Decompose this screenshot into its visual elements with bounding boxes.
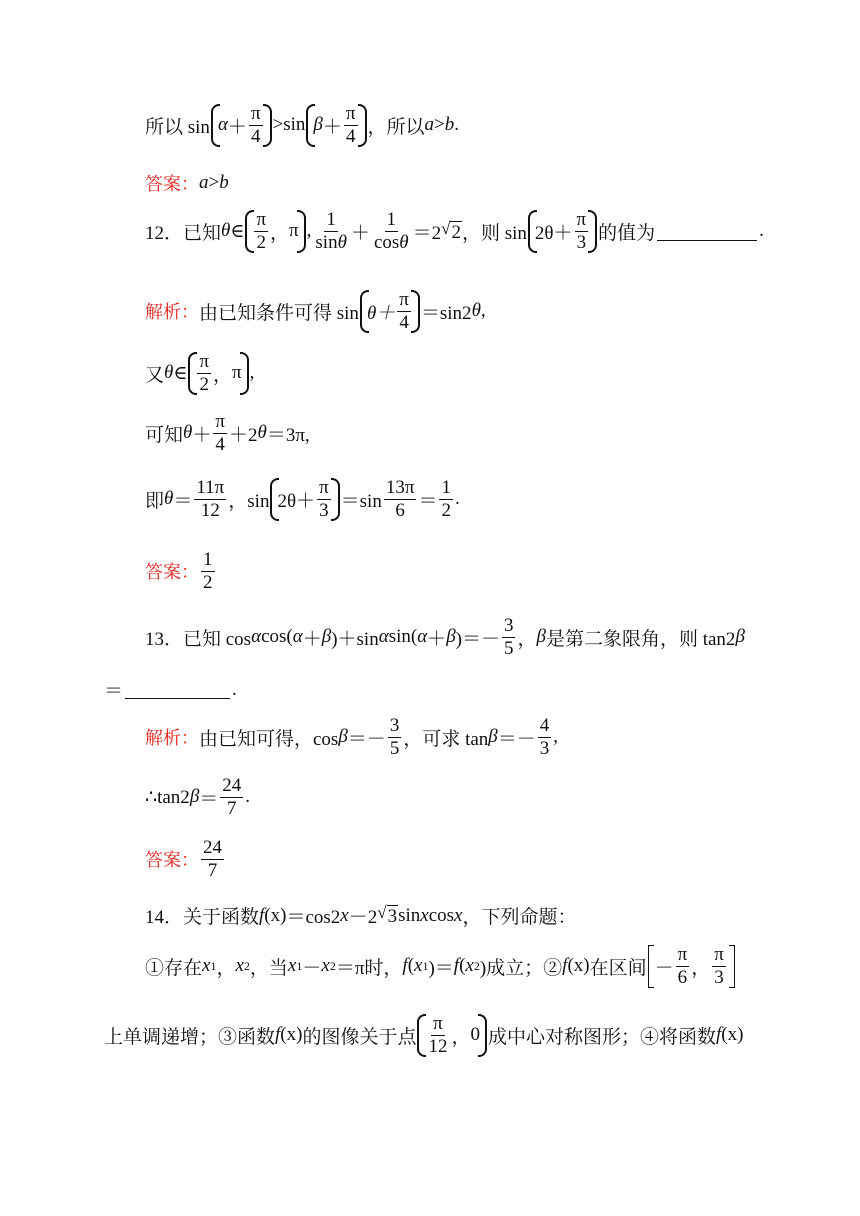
question-13-blank (104, 676, 237, 703)
denominator: 3 (576, 231, 587, 253)
closed-interval (648, 945, 735, 988)
fraction (344, 104, 358, 147)
text: ＝ (104, 681, 124, 702)
parenthesis-group (211, 104, 272, 147)
text: ＝ (418, 490, 438, 512)
analysis-line (145, 478, 460, 521)
answer-label: 答案： (145, 850, 199, 872)
fraction (575, 210, 589, 253)
subscript: 2 (329, 958, 336, 973)
var-a: a (424, 114, 435, 136)
question-number: 13．已知 cos (145, 628, 252, 650)
text: 的图像关于点 (302, 1026, 417, 1048)
numerator: 1 (326, 209, 336, 230)
denominator (372, 232, 411, 253)
x: x (287, 955, 297, 977)
var-a: a (199, 172, 209, 193)
analysis-line (145, 290, 486, 333)
denominator: 6 (395, 499, 405, 521)
text: sin (398, 904, 421, 926)
analysis-line (145, 776, 250, 819)
fraction (712, 945, 726, 988)
numerator: π (215, 411, 225, 432)
parenthesis-group (270, 478, 339, 521)
fraction (197, 352, 211, 395)
text: cos (373, 231, 400, 253)
fraction (213, 412, 227, 455)
square-root (441, 219, 462, 244)
subscript: 1 (296, 958, 303, 973)
f: f (453, 955, 460, 977)
text: . (454, 114, 459, 136)
alpha: α (251, 626, 262, 648)
f: f (562, 955, 568, 977)
text: ，下列命题： (462, 907, 577, 928)
theta: θ (183, 422, 193, 444)
text: ， (691, 957, 711, 979)
text: sin( (388, 626, 418, 648)
text: ＝3π, (266, 424, 310, 446)
text: 由已知条件可得 sin (199, 302, 359, 324)
text: . (245, 786, 251, 808)
denominator: 12 (428, 1035, 448, 1057)
interval (245, 210, 305, 253)
denominator: 4 (250, 125, 261, 147)
text: . (454, 488, 460, 510)
x: x (340, 904, 349, 926)
numerator: 1 (203, 549, 213, 570)
plus: ＋ (302, 628, 322, 650)
beta: β (189, 786, 200, 808)
text: . (759, 220, 764, 242)
text: ，sin (228, 490, 270, 512)
denominator: 2 (441, 499, 451, 521)
text: ， (213, 364, 233, 386)
text: (x) (721, 1024, 744, 1046)
x: x (235, 955, 244, 977)
text: ＝sin (340, 490, 382, 512)
fraction (249, 104, 263, 147)
answer-blank[interactable] (657, 222, 757, 241)
f: f (402, 955, 408, 977)
text: 成中心对称图形；④将函数 (487, 1026, 716, 1048)
subscript: 2 (473, 958, 480, 973)
denominator: 2 (203, 571, 213, 593)
text: cos( (261, 626, 293, 648)
text: 上单调递增；③函数 (104, 1026, 276, 1048)
alpha: α (417, 626, 428, 648)
denominator: 4 (345, 125, 356, 147)
theta: θ (471, 300, 481, 322)
fraction (384, 478, 417, 521)
text: > (208, 172, 220, 193)
theta: θ (257, 422, 267, 444)
fraction (502, 616, 516, 659)
text: ，可求 tan (403, 728, 489, 750)
text: ，所以 (367, 116, 425, 138)
text: 由已知可得，cos (199, 728, 339, 750)
x: x (202, 955, 211, 977)
parenthesis-group (306, 104, 366, 147)
text: 0 (470, 1024, 480, 1046)
denominator: 7 (207, 859, 218, 881)
alpha: α (378, 626, 389, 648)
text: )成立；② (479, 957, 563, 979)
interval (188, 352, 248, 395)
x: x (454, 904, 463, 926)
theta: θ (164, 488, 174, 510)
question-14 (145, 902, 576, 929)
beta: β (536, 626, 546, 648)
answer-label: 答案： (145, 174, 199, 195)
var-b: b (444, 114, 455, 136)
text: π (232, 362, 242, 384)
answer-line (145, 550, 217, 593)
denominator: 3 (319, 499, 329, 521)
text: ( (407, 955, 415, 977)
text: ，则 sin (461, 222, 527, 244)
subscript: 1 (422, 958, 429, 973)
text: . (232, 678, 237, 700)
radical-sign: √ (377, 903, 387, 922)
text: sin (315, 231, 338, 253)
denominator: 7 (227, 797, 237, 819)
text: ①存在 (145, 957, 203, 979)
question-12 (145, 210, 764, 253)
text-line (145, 104, 459, 147)
denominator: 12 (200, 499, 220, 521)
numerator: 13π (385, 477, 415, 498)
text: , (306, 220, 312, 242)
text: ， (451, 1026, 471, 1048)
text: 在区间 (589, 957, 647, 979)
fraction (201, 550, 215, 593)
plus: ＋ (427, 628, 447, 650)
text: (x) (567, 955, 590, 977)
text: 2θ＋ (534, 222, 573, 244)
numerator: π (677, 944, 688, 965)
text: , (249, 362, 255, 384)
text: ， (517, 628, 537, 650)
text: > (434, 114, 445, 136)
denominator: 3 (714, 966, 724, 988)
text: ＝sin2 (420, 302, 472, 324)
text: ＝ (173, 490, 193, 512)
numerator: π (250, 103, 261, 124)
numerator: π (319, 477, 329, 498)
denominator: 4 (399, 311, 409, 333)
text: ∈ (173, 362, 188, 384)
text: ， (270, 222, 290, 244)
text: － (302, 957, 322, 979)
numerator: 11π (196, 477, 225, 498)
denominator: 2 (199, 373, 209, 395)
answer-line (145, 170, 229, 196)
x: x (321, 955, 330, 977)
text: π (289, 220, 299, 242)
numerator: 1 (441, 477, 451, 498)
text: 是第二象限角，则 tan2 (545, 628, 736, 650)
denominator: 5 (503, 637, 514, 659)
text: ＝cos2 (286, 907, 341, 928)
text: )＋sin (331, 628, 379, 650)
theta: θ (221, 220, 231, 242)
beta: β (488, 726, 498, 748)
text: cos (428, 904, 455, 926)
question-number: 12．已知 (145, 222, 222, 244)
numerator: π (576, 209, 587, 230)
text: － (654, 957, 674, 979)
numerator: 3 (389, 715, 400, 736)
text: )＝－ (455, 628, 500, 650)
numerator: 3 (503, 615, 514, 636)
text: ＝2 (412, 222, 442, 244)
answer-label: 答案： (145, 562, 199, 584)
numerator: 24 (203, 837, 222, 858)
x: x (414, 955, 423, 977)
f: f (275, 1024, 281, 1046)
denominator: 5 (389, 737, 400, 759)
numerator: 4 (539, 715, 550, 736)
fraction (676, 945, 690, 988)
plus: ＋ (227, 116, 247, 138)
analysis-label: 解析： (145, 302, 199, 324)
parenthesis-group (528, 210, 597, 253)
text: －2 (348, 907, 378, 928)
question-14-line3 (104, 1014, 743, 1057)
denominator: 4 (215, 433, 225, 455)
alpha: α (217, 114, 228, 136)
fraction (220, 776, 243, 819)
numerator: π (714, 944, 724, 965)
text: 即 (145, 490, 165, 512)
fraction (388, 716, 402, 759)
fraction (313, 210, 349, 253)
text: ＝－ (497, 728, 536, 750)
radicand: 2 (451, 221, 461, 243)
f: f (716, 1024, 722, 1046)
analysis-line (145, 716, 558, 759)
plus: ＋ (322, 116, 342, 138)
var-b: b (219, 172, 229, 193)
radical-sign: √ (441, 218, 451, 238)
text: >sin (272, 114, 306, 136)
text: 可知 (145, 424, 184, 446)
subscript: 1 (210, 958, 217, 973)
beta: β (446, 626, 456, 648)
text: 的值为 (598, 222, 656, 244)
text: ∈ (230, 220, 245, 242)
denominator: 2 (256, 231, 266, 253)
numerator: π (433, 1013, 443, 1034)
plus: ＋ (350, 222, 370, 244)
text: ＝π时， (335, 957, 403, 979)
x: x (420, 904, 429, 926)
fraction (372, 210, 411, 253)
numerator: π (256, 209, 267, 230)
x: x (465, 955, 474, 977)
radicand: 3 (387, 906, 398, 927)
text: )＝ (428, 957, 454, 979)
beta: β (338, 726, 348, 748)
text: (x) (280, 1024, 303, 1046)
text: , (480, 300, 486, 322)
denominator: 3 (539, 737, 550, 759)
point (417, 1014, 487, 1057)
question-number: 14．关于函数 (145, 907, 260, 928)
text: ＝ (199, 788, 219, 810)
text: ＋2 (228, 424, 258, 446)
fraction (254, 210, 268, 253)
text: , (553, 726, 559, 748)
beta: β (735, 626, 745, 648)
answer-blank[interactable] (125, 680, 230, 699)
fraction (439, 478, 453, 521)
fraction (201, 838, 224, 881)
text: ，当 (249, 957, 288, 979)
question-14-line2 (145, 945, 736, 988)
beta: β (313, 114, 323, 136)
beta: β (321, 626, 332, 648)
denominator: 6 (677, 966, 688, 988)
subscript: 2 (243, 958, 250, 973)
alpha: α (292, 626, 303, 648)
fraction (397, 290, 411, 333)
theta: θ (399, 231, 409, 253)
f: f (259, 904, 265, 926)
text: θ＋ (366, 302, 396, 324)
fraction (194, 478, 226, 521)
fraction (317, 478, 331, 521)
text: ＝－ (347, 728, 386, 750)
numerator: π (199, 351, 210, 372)
text: 又 (145, 364, 165, 386)
text: (x) (264, 904, 287, 926)
numerator: 1 (386, 209, 397, 230)
plus: ＋ (192, 424, 212, 446)
square-root (377, 903, 398, 928)
theta: θ (337, 231, 347, 253)
text: ∴tan2 (145, 786, 190, 808)
numerator: 24 (222, 775, 242, 796)
fraction (426, 1014, 449, 1057)
numerator: π (345, 103, 356, 124)
analysis-line (145, 412, 310, 455)
fraction (538, 716, 552, 759)
numerator: π (399, 289, 409, 310)
parenthesis-group (360, 290, 420, 333)
denominator (313, 232, 349, 253)
text: ， (216, 957, 236, 979)
analysis-label: 解析： (145, 728, 199, 750)
text: 所以 sin (145, 116, 210, 138)
answer-line (145, 838, 226, 881)
theta: θ (164, 362, 174, 384)
question-13 (145, 616, 745, 659)
analysis-line (145, 352, 254, 395)
text: 2θ＋ (277, 490, 316, 512)
text: ( (459, 955, 466, 977)
